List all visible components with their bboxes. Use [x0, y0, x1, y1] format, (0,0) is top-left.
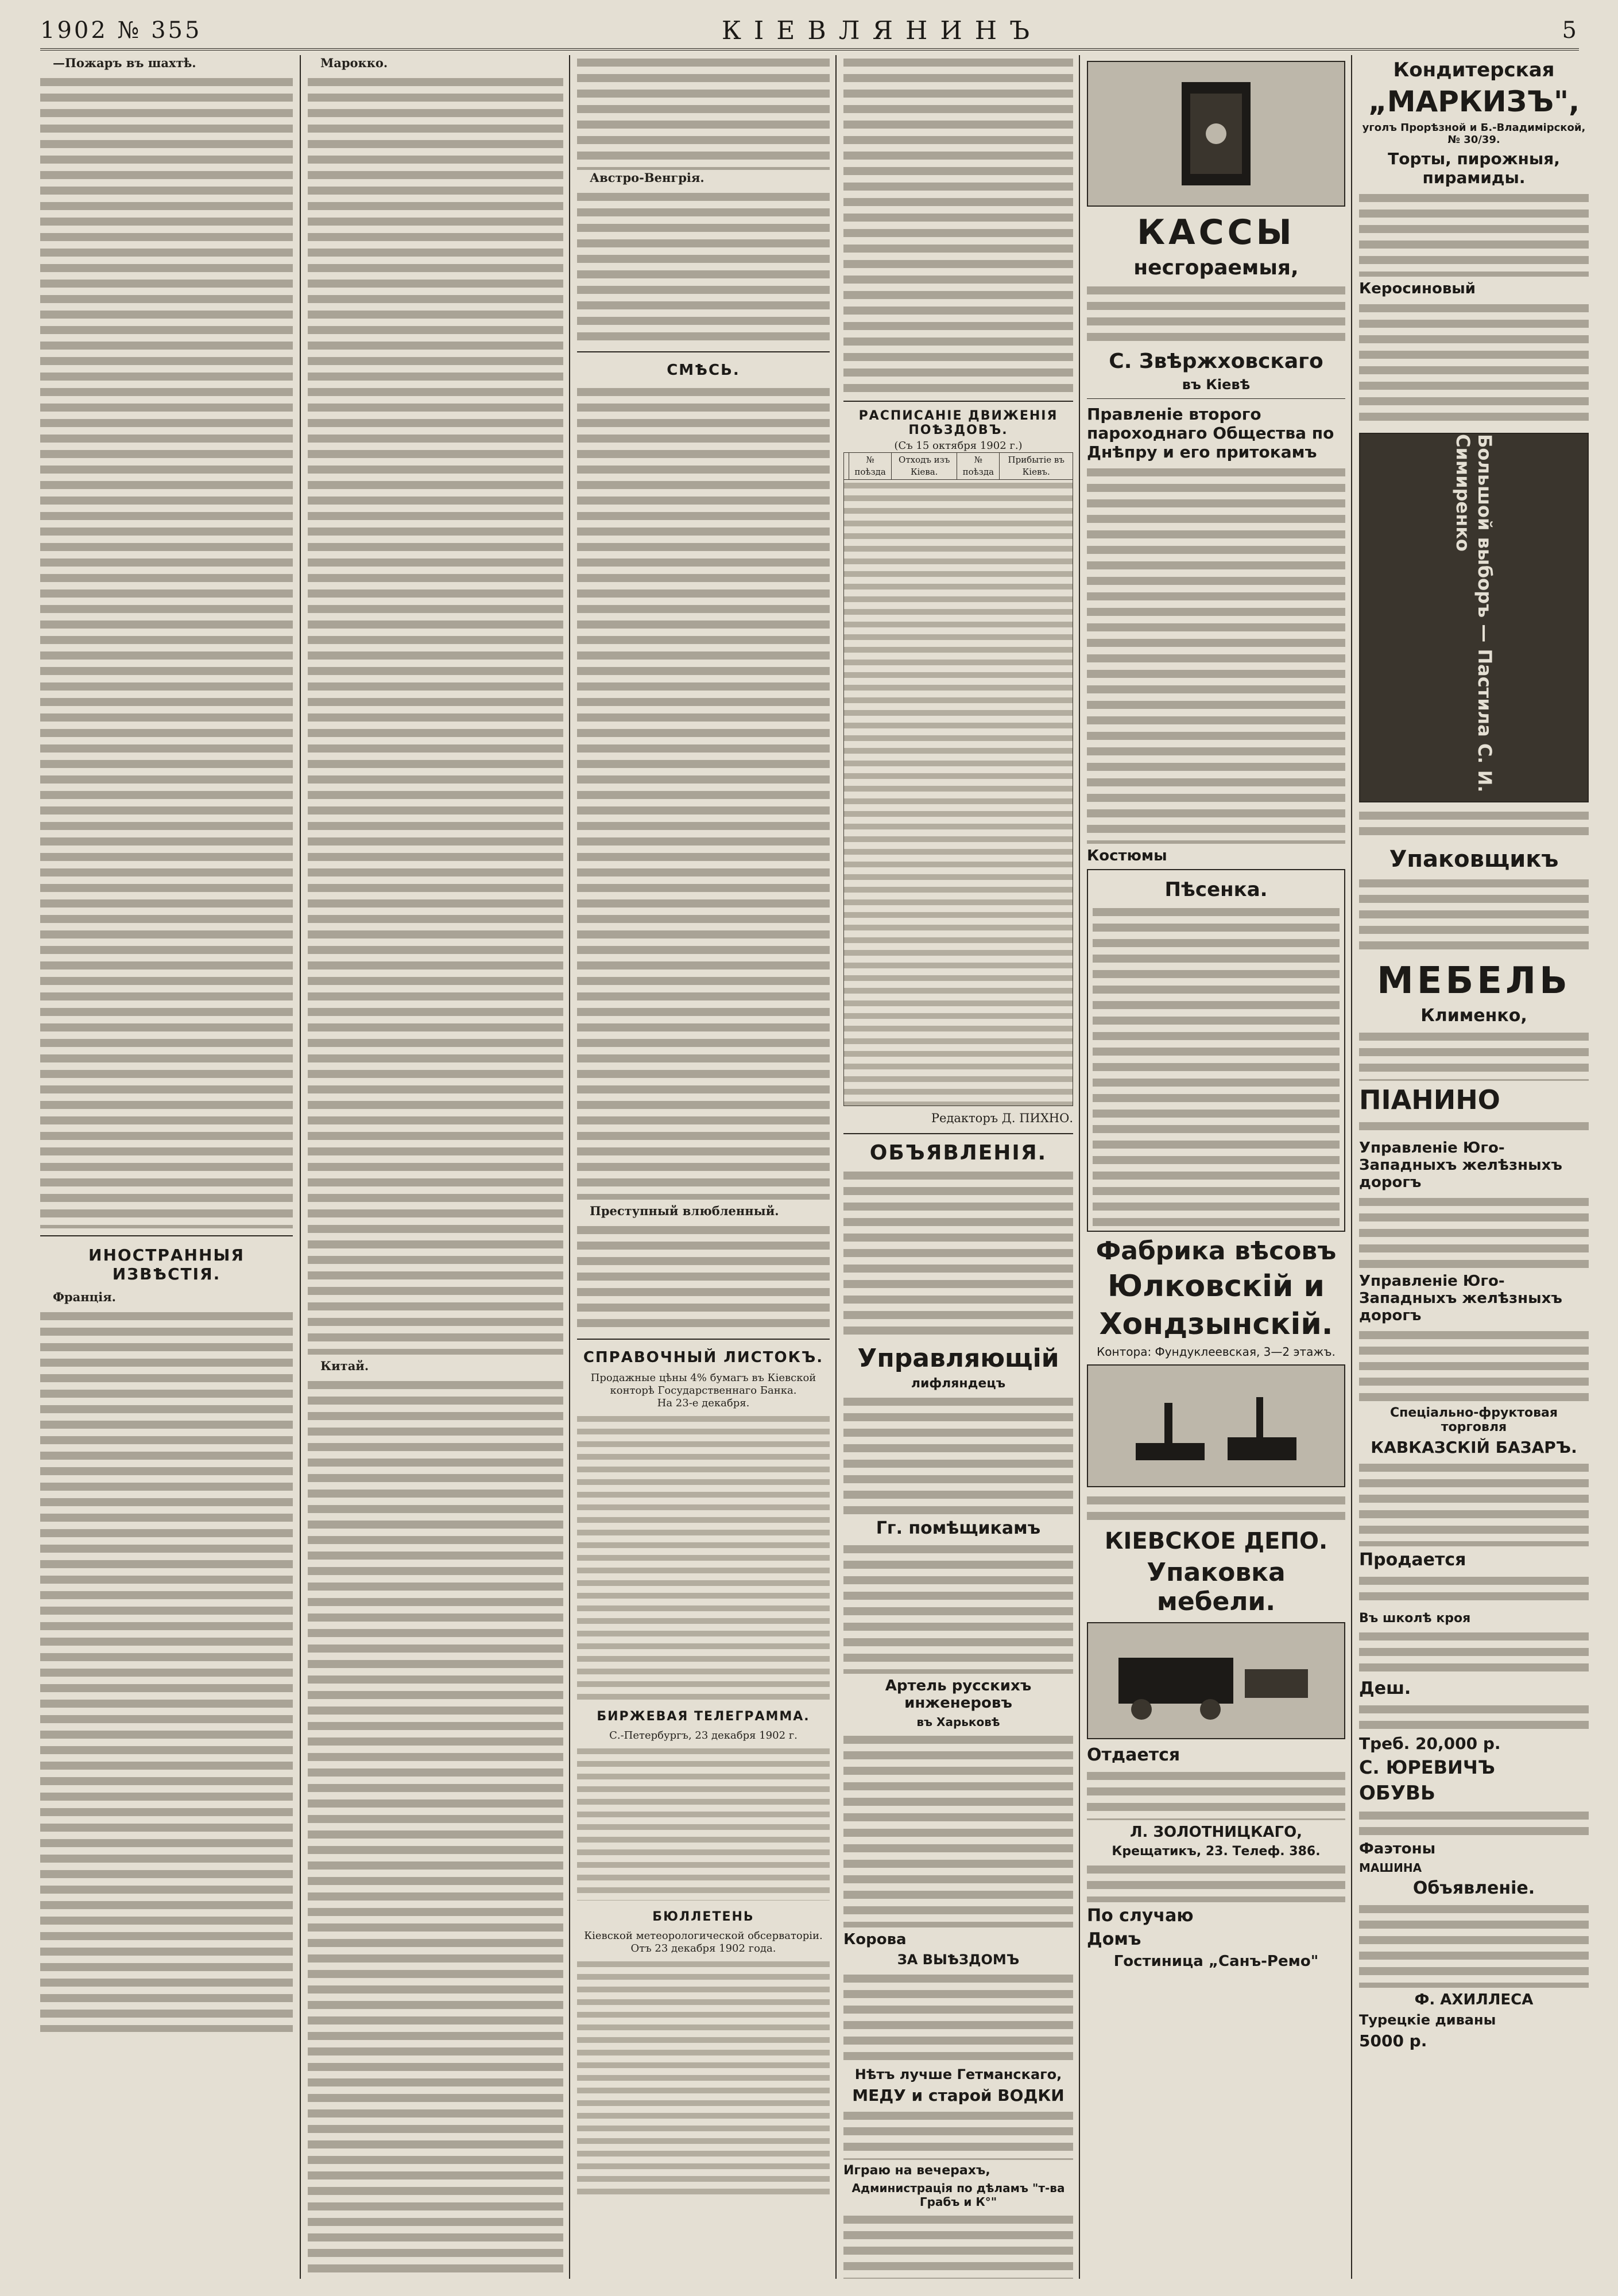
ad-manager-body [843, 1394, 1073, 1515]
timetable [843, 452, 1073, 480]
ad-markiz-body [1359, 191, 1589, 277]
ad-required-title: Треб. 20,000 р. [1359, 1734, 1501, 1753]
issue-number: 1902 № 355 [40, 17, 202, 44]
ad-steamship-title: Правленіе второго пароходнаго Общества по Днѣпру и его притокамъ [1087, 405, 1334, 461]
ad-safes-title: КАССЫ [1137, 212, 1295, 253]
timetable-col-train-no: № поѣзда [849, 453, 892, 480]
ad-song-body [1093, 905, 1340, 1226]
column-2 [300, 55, 570, 2279]
timetable-heading: РАСПИСАНІЕ ДВИЖЕНІЯ ПОѢЗДОВЪ. [858, 409, 1058, 437]
article-france-body [40, 1309, 293, 2032]
ad-announcement-title: Объявленіе. [1412, 1878, 1535, 1898]
ad-kerosene-body [1359, 301, 1589, 427]
column-3 [569, 55, 837, 2279]
article-continued-body [577, 55, 830, 170]
ad-cow-title: Корова [843, 1931, 907, 1949]
ad-packer-title: Упаковщикъ [1389, 846, 1559, 872]
ad-rent-body [1087, 1768, 1345, 1820]
ad-markiz-line-2: „МАРКИЗЪ", [1368, 85, 1580, 118]
ad-machine-title: МАШИНА [1359, 1861, 1422, 1875]
ad-bazar-line-1: Спеціально-фруктовая торговля [1389, 1406, 1558, 1434]
ad-departure-body [843, 1971, 1073, 2063]
ad-getman-title: Нѣтъ лучше Гетманскаго, [854, 2066, 1062, 2083]
article-marocco-body [308, 75, 563, 1355]
scales-illustration [1087, 1364, 1345, 1487]
bulletin-heading: БЮЛЛЕТЕНЬ [652, 1910, 754, 1925]
ad-safes-subtitle: несгораемыя, [1133, 256, 1299, 280]
ad-scales-office: Контора: Фундуклеевская, 3—2 этажъ. [1097, 1345, 1336, 1359]
article-marocco-lead [308, 55, 563, 71]
timetable-header-row [844, 453, 1073, 480]
announcements-heading: ОБЪЯВЛЕНІЯ. [869, 1141, 1047, 1165]
ad-bazar-line-2: КАВКАЗСКІЙ БАЗАРЪ. [1371, 1438, 1577, 1457]
masthead: КІЕВЛЯНИНЪ [721, 15, 1043, 45]
editor-line: Редакторъ Д. ПИХНО. [931, 1111, 1073, 1125]
ad-for-sale-body [1359, 1573, 1589, 1608]
ad-safes-firm: С. Звѣржховскаго [1109, 350, 1323, 373]
ad-for-sale-title: Продается [1359, 1550, 1466, 1570]
ad-railway-body-1 [1359, 1194, 1589, 1269]
page-header [40, 13, 1579, 51]
safe-illustration [1087, 61, 1345, 207]
scales-icon [1124, 1380, 1308, 1472]
exchange-telegram-heading: БИРЖЕВАЯ ТЕЛЕГРАММА. [597, 1709, 810, 1724]
ad-landowners-body [843, 1542, 1073, 1674]
article-marocco-heading: Марокко. [320, 56, 388, 70]
ad-phaetons-title: Фаэтоны [1359, 1840, 1436, 1857]
divider [40, 1235, 293, 1236]
moving-van-illustration [1087, 1622, 1345, 1739]
ad-antiques-body [1087, 1862, 1345, 1902]
ad-achilles-title: Ф. АХИЛЛЕСА [1414, 1991, 1534, 2008]
pastila-ad [1359, 433, 1589, 802]
ad-manager-subtitle: лифляндецъ [911, 1376, 1006, 1391]
ad-markiz-line-1: Кондитерская [1393, 59, 1555, 82]
reference-date: На 23-е декабря. [657, 1397, 750, 1410]
ad-engineers-title: Артель русскихъ инженеровъ [885, 1677, 1032, 1712]
bulletin-date: Отъ 23 декабря 1902 года. [630, 1942, 776, 1955]
bulletin-subtitle: Кіевской метеорологической обсерваторіи. [584, 1930, 823, 1942]
ad-landowners-title: Гг. помѣщикамъ [876, 1518, 1041, 1539]
ad-safes-city: въ Кіевѣ [1182, 377, 1251, 393]
article-austria-lead [577, 170, 830, 186]
divider [843, 1133, 1073, 1134]
article-france-lead [40, 1289, 293, 1305]
ad-markiz-line-3: Торты, пирожныя, пирамиды. [1388, 149, 1560, 187]
ad-depot-line-1: КІЕВСКОЕ ДЕПО. [1104, 1528, 1328, 1554]
article-austria-heading: Австро-Венгрія. [590, 170, 705, 185]
ad-departure-title: ЗА ВЫѢЗДОМЪ [897, 1952, 1020, 1968]
timetable-col-arrival: Прибытіе въ Кіевъ. [1000, 453, 1073, 480]
safe-icon [1176, 76, 1256, 191]
article-fire-heading: —Пожаръ въ шахтѣ. [53, 56, 196, 70]
column-5 [1079, 55, 1352, 2279]
article-china-body [308, 1378, 563, 2279]
ad-divans-title: Турецкіе диваны [1359, 2012, 1496, 2028]
ad-railway-title-2: Управленіе Юго-Западныхъ желѣзныхъ дорогъ [1359, 1273, 1562, 1324]
ad-rent-title: Отдается [1087, 1745, 1180, 1765]
ad-cheap-body [1359, 1702, 1589, 1731]
reference-heading: СПРАВОЧНЫЙ ЛИСТОКЪ. [583, 1349, 824, 1367]
article-fire-text [40, 55, 293, 71]
ad-furniture-body [1359, 1029, 1589, 1081]
ad-antiques-firm: Л. ЗОЛОТНИЦКАГО, [1129, 1824, 1303, 1841]
article-france-heading: Франція. [53, 1290, 116, 1305]
column-4 [835, 55, 1080, 2279]
ad-announcement-body [1359, 1902, 1589, 1988]
ad-kerosene-title: Керосиновый [1359, 280, 1476, 297]
column-1 [40, 55, 300, 2279]
ad-bazar-body [1359, 1460, 1589, 1546]
foreign-news-heading: ИНОСТРАННЫЯ ИЗВѢСТІЯ. [88, 1246, 245, 1284]
ad-steamship-body [1087, 465, 1345, 844]
ad-occasion-title: По случаю [1087, 1906, 1194, 1926]
mix-heading: СМѢСЬ. [667, 362, 740, 379]
page-number: 5 [1562, 17, 1579, 44]
ad-safes-body [1087, 283, 1345, 346]
wagon-icon [1113, 1635, 1319, 1727]
ad-engineers-body [843, 1732, 1073, 1927]
article-burglar-heading: Преступный влюбленный. [590, 1204, 779, 1219]
ad-depot-line-2: Упаковка мебели. [1147, 1558, 1286, 1616]
ad-cheap-title: Деш. [1359, 1678, 1411, 1698]
ad-school-body [1359, 1629, 1589, 1675]
ad-packer-body [1359, 876, 1589, 956]
ad-school-title: Въ школѣ кроя [1359, 1611, 1471, 1626]
classified-block-1 [843, 1168, 1073, 1340]
ad-honey-body [843, 2108, 1073, 2160]
ad-admin-body [843, 2212, 1073, 2279]
ad-house-title: Домъ [1087, 1929, 1141, 1949]
ad-furniture-title: МЕБЕЛЬ [1377, 960, 1571, 1002]
timetable-subtitle: (Съ 15 октября 1902 г.) [894, 440, 1023, 452]
ad-scales-line-1: Фабрика вѣсовъ [1096, 1236, 1337, 1266]
ad-shoes-body [1359, 1808, 1589, 1837]
telegram-notes-body [843, 55, 1073, 394]
ad-shoes-title: ОБУВЬ [1359, 1782, 1435, 1805]
column-6 [1351, 55, 1596, 2279]
divider [1087, 398, 1345, 399]
ad-song-title: Пѣсенка. [1164, 878, 1268, 901]
ad-scales-line-3: Хондзынскій. [1099, 1307, 1333, 1341]
article-fire-body [40, 75, 293, 1228]
ad-song-box [1087, 869, 1345, 1232]
ad-furniture-firm: Клименко, [1420, 1006, 1527, 1026]
article-china-heading: Китай. [320, 1359, 369, 1374]
ad-pastila-caption [1359, 808, 1589, 843]
ad-yurevich-title: С. ЮРЕВИЧЪ [1359, 1756, 1495, 1778]
pastila-label: Большой выборъ — Пастила С. И. Симиренко [1452, 434, 1496, 793]
divider [577, 1339, 830, 1340]
ad-5000-title: 5000 р. [1359, 2031, 1427, 2050]
divider [843, 401, 1073, 402]
ad-antiques-address: Крещатикъ, 23. Телеф. 386. [1112, 1844, 1321, 1859]
ad-piano-title: ПІАНИНО [1359, 1084, 1500, 1115]
article-china-lead [308, 1358, 563, 1374]
securities-table [577, 1413, 830, 1700]
timetable-col-train-no-2: № поѣзда [957, 453, 1000, 480]
divider [577, 351, 830, 352]
mix-body [577, 385, 830, 1200]
timetable-col-departure: Отходъ изъ Кіева. [892, 453, 957, 480]
ad-hotel-title: Гостиница „Санъ-Ремо" [1113, 1953, 1319, 1970]
article-burglar-body [577, 1223, 830, 1332]
exchange-telegram-body [577, 1746, 830, 1901]
timetable-col-route [844, 453, 849, 480]
ad-railway-title-1: Управленіе Юго-Западныхъ желѣзныхъ дорогъ [1359, 1139, 1562, 1191]
bulletin-body [577, 1958, 830, 2200]
ad-scales-line-2: Юлковскій и [1108, 1269, 1325, 1304]
ad-railway-body-2 [1359, 1328, 1589, 1402]
reference-subtitle: Продажные цѣны 4% бумагъ въ Кіевской конторѣ Государственнаго Банка. [590, 1372, 816, 1397]
ad-costumes-title: Костюмы [1087, 847, 1167, 864]
article-austria-body [577, 189, 830, 344]
ad-manager-title: Управляющій [857, 1344, 1059, 1374]
ad-piano-body [1359, 1119, 1589, 1136]
exchange-telegram-date: С.-Петербургъ, 23 декабря 1902 г. [609, 1729, 798, 1742]
article-burglar-lead [577, 1203, 830, 1219]
ad-playing-title: Играю на вечерахъ, [843, 2163, 990, 2178]
timetable-body [843, 480, 1073, 1106]
ad-scales-body [1087, 1493, 1345, 1525]
ad-admin-title: Администрація по дѣламъ "т-ва Грабъ и К°" [851, 2181, 1065, 2209]
ad-honey-title: МЕДУ и старой ВОДКИ [852, 2086, 1065, 2105]
ad-engineers-city: въ Харьковѣ [916, 1715, 1000, 1729]
ad-markiz-address: уголъ Прорѣзной и Б.-Владимірской, № 30/39. [1362, 122, 1586, 146]
